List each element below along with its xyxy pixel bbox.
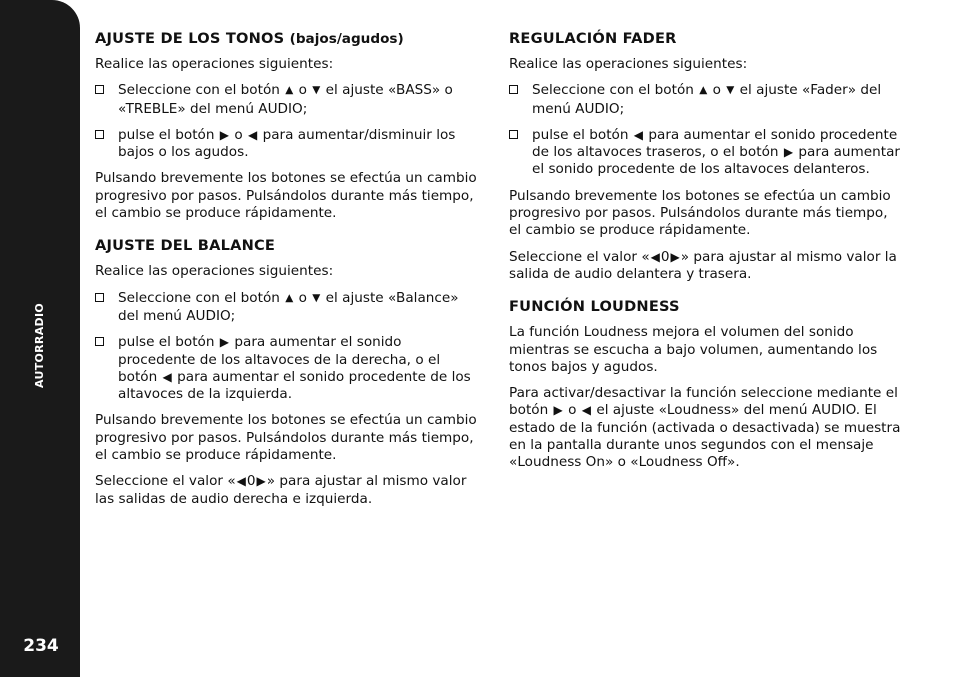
item-text: pulse el botón [532, 126, 629, 143]
arrow-left-icon: ◀ [162, 369, 172, 384]
arrow-left-icon: ◀ [633, 127, 644, 142]
value-text: » para ajustar al mismo valor las salidas de audio derecha e izquierda. [95, 473, 467, 507]
sidebar [0, 0, 80, 677]
arrow-left-icon: ◀ [581, 403, 591, 418]
item-text: Seleccione con el botón [532, 82, 694, 99]
value-text: Seleccione el valor « [95, 473, 236, 490]
left-column [95, 30, 481, 517]
item-text: el ajuste «BASS» o «TREBLE» del menú AUDIO; [118, 82, 453, 117]
list-item [95, 334, 481, 403]
arrow-down-icon: ▼ [312, 84, 321, 97]
arrow-right-icon: ▶ [219, 127, 230, 142]
loudness-heading: FUNCIÓN LOUDNESS [509, 298, 680, 316]
checkbox-bullet-icon [509, 85, 518, 94]
item-text: el ajuste «Fader» del menú AUDIO; [532, 82, 882, 117]
item-text: o [712, 82, 721, 99]
tones-note: Pulsando brevemente los botones se efectúa un cambio progresivo por pasos. Pulsándolos durante más tiempo, el cambio se produce rápidamente. [95, 170, 477, 222]
list-item [95, 82, 481, 118]
checkbox-bullet-icon [95, 337, 104, 346]
list-item [509, 127, 901, 179]
tones-intro: Realice las operaciones siguientes: [95, 56, 334, 72]
fader-heading: REGULACIÓN FADER [509, 30, 677, 47]
checkbox-bullet-icon [95, 85, 104, 94]
list-item [95, 127, 481, 162]
right-column [509, 30, 901, 481]
section-label [28, 290, 50, 400]
value-text: Seleccione el valor « [509, 248, 650, 265]
arrow-right-icon: ▶ [219, 335, 230, 350]
arrow-right-icon: ▶ [783, 145, 794, 160]
page-number: 234 [23, 636, 59, 656]
arrow-left-icon: ◀ [236, 474, 246, 489]
act-text: Para activar/desactivar la función seleccione mediante el botón [509, 385, 898, 419]
arrow-right-icon: ▶ [256, 474, 266, 489]
loudness-activation [509, 385, 901, 471]
section-label-text: AUTORRADIO [32, 302, 46, 388]
fader-intro: Realice las operaciones siguientes: [509, 56, 748, 72]
item-text: o [298, 82, 307, 99]
arrow-up-icon: ▲ [285, 84, 294, 97]
item-text: Seleccione con el botón [118, 289, 280, 306]
act-text: el ajuste «Loudness» del menú AUDIO. El estado de la función (activada o desactivada) se muestra en la pantalla durante unos segundos con el mensaje «Loudness On» o «Loudness Off». [509, 402, 901, 471]
loudness-description: La función Loudness mejora el volumen del sonido mientras se escucha a bajo volumen, aumentando los tonos bajos y agudos. [509, 324, 878, 375]
arrow-left-icon: ◀ [248, 127, 258, 142]
arrow-up-icon: ▲ [699, 84, 708, 97]
tones-heading [95, 30, 481, 48]
checkbox-bullet-icon [95, 130, 104, 139]
item-text: para aumentar el sonido procedente de los altavoces de la derecha, o el botón [118, 334, 441, 385]
checkbox-bullet-icon [509, 130, 518, 139]
value-zero: 0 [246, 473, 256, 490]
item-text: Seleccione con el botón [118, 82, 280, 99]
arrow-up-icon: ▲ [285, 291, 294, 304]
list-item [509, 82, 901, 118]
arrow-right-icon: ▶ [553, 403, 563, 418]
balance-intro: Realice las operaciones siguientes: [95, 263, 334, 280]
act-text: o [568, 402, 577, 419]
item-text: pulse el botón [118, 334, 215, 351]
item-text: o [234, 126, 243, 143]
arrow-left-icon: ◀ [650, 249, 660, 264]
item-text: el ajuste «Balance» del menú AUDIO; [118, 289, 459, 324]
fader-value-note [509, 249, 901, 284]
item-text: pulse el botón [118, 126, 215, 143]
item-text: para aumentar/disminuir los bajos o los agudos. [118, 126, 456, 161]
balance-note: Pulsando brevemente los botones se efectúa un cambio progresivo por pasos. Pulsándolos durante más tiempo, el cambio se produce rápidamente. [95, 412, 477, 464]
item-text: para aumentar el sonido procedente de los altavoces de la izquierda. [118, 368, 471, 403]
arrow-right-icon: ▶ [670, 249, 680, 264]
checkbox-bullet-icon [95, 293, 104, 302]
tones-title: AJUSTE DE LOS TONOS [95, 30, 285, 47]
tones-subtitle: (bajos/agudos) [289, 31, 404, 47]
balance-value-note [95, 473, 481, 508]
balance-heading: AJUSTE DEL BALANCE [95, 237, 276, 255]
arrow-down-icon: ▼ [726, 84, 735, 97]
item-text: o [298, 289, 307, 306]
list-item [95, 290, 481, 326]
value-zero: 0 [660, 248, 670, 265]
arrow-down-icon: ▼ [312, 291, 321, 304]
value-text: » para ajustar al mismo valor la salida de audio delantera y trasera. [509, 248, 897, 282]
item-text: para aumentar el sonido procedente de los altavoces delanteros. [532, 144, 901, 178]
item-text: para aumentar el sonido procedente de los altavoces traseros, o el botón [532, 126, 898, 161]
fader-note: Pulsando brevemente los botones se efectúa un cambio progresivo por pasos. Pulsándolos durante más tiempo, el cambio se produce rápidamente. [509, 187, 891, 239]
